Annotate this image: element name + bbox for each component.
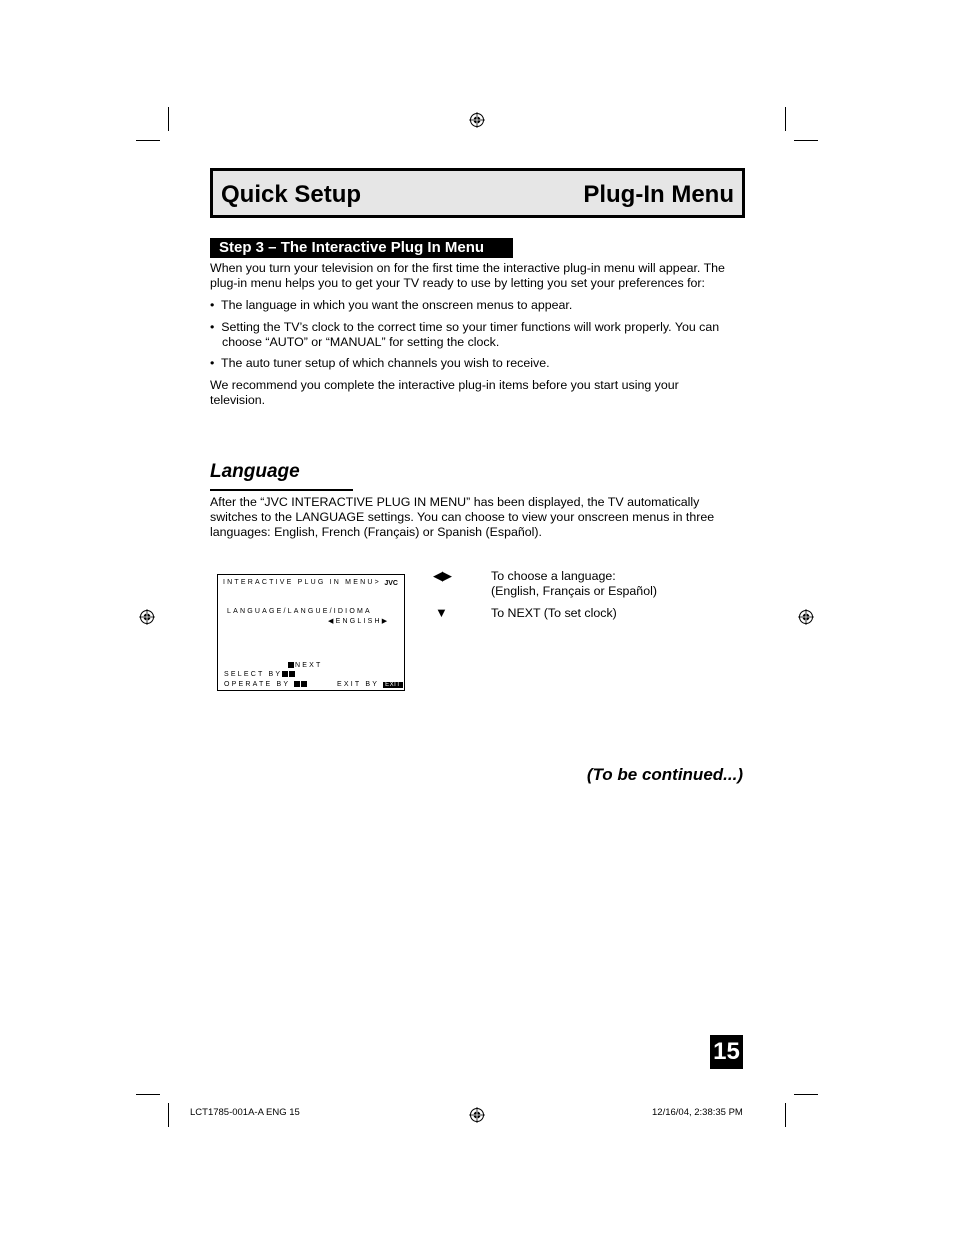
language-line: After the “JVC INTERACTIVE PLUG IN MENU” has been displayed, the TV automatically [210, 495, 700, 509]
crop-mark [794, 140, 818, 141]
continued-note: (To be continued...) [586, 765, 743, 784]
crop-mark [785, 107, 786, 131]
down-key-icon [288, 662, 294, 668]
list-item: • The auto tuner setup of which channels you wish to receive. [210, 356, 550, 370]
next-instruction: To NEXT (To set clock) [491, 606, 617, 620]
osd-setting-label: LANGUAGE/LANGUE/IDIOMA [227, 608, 372, 615]
jvc-logo: JVC [384, 580, 398, 587]
osd-select: SELECT BY [224, 671, 296, 678]
crop-mark [168, 1103, 169, 1127]
registration-mark-icon [798, 609, 814, 625]
registration-mark-icon [469, 112, 485, 128]
osd-setting-value: ◀ENGLISH▶ [328, 618, 390, 625]
recommend-line: We recommend you complete the interactive plug-in items before you start using your [210, 378, 679, 392]
crop-mark [136, 1094, 160, 1095]
language-paragraph [210, 495, 750, 540]
list-item: • Setting the TV’s clock to the correct time so your timer functions will work properly. You can choose “AUTO” or “MANUAL” for setting the clock. [210, 320, 720, 349]
language-heading: Language [210, 461, 300, 482]
footer-document-id: LCT1785-001A-A ENG 15 [190, 1107, 300, 1118]
left-key-icon [294, 681, 300, 687]
osd-exit: EXIT BY EXIT [337, 681, 401, 688]
recommend-line: television. [210, 393, 266, 407]
page-title: Plug-In Menu [583, 181, 734, 208]
crop-mark [168, 107, 169, 131]
registration-mark-icon [469, 1107, 485, 1123]
page-number: 15 [710, 1035, 743, 1069]
intro-line: plug-in menu helps you to get your TV ready to use by letting you set your preferences for: [210, 276, 705, 290]
down-arrow-icon: ▼ [435, 605, 448, 620]
down-key-icon [289, 671, 295, 677]
language-line: switches to the LANGUAGE settings. You can choose to view your onscreen menus in three [210, 510, 715, 524]
footer-timestamp: 12/16/04, 2:38:35 PM [652, 1107, 743, 1118]
heading-underline [210, 489, 353, 491]
recommend-paragraph [210, 378, 750, 408]
section-title: Quick Setup [221, 181, 362, 208]
language-line: languages: English, French (Français) or Spanish (Español). [210, 525, 542, 539]
intro-paragraph [210, 261, 750, 291]
right-key-icon [301, 681, 307, 687]
crop-mark [794, 1094, 818, 1095]
crop-mark [785, 1103, 786, 1127]
step-heading: Step 3 – The Interactive Plug In Menu [210, 238, 513, 258]
osd-next: NEXT [288, 662, 322, 669]
list-item: • The language in which you want the onscreen menus to appear. [210, 298, 573, 312]
crop-mark [136, 140, 160, 141]
exit-key-icon: EXIT [385, 682, 401, 688]
choose-language-instruction: To choose a language: (English, Français or Español) [491, 569, 657, 598]
intro-line: When you turn your television on for the first time the interactive plug-in menu will appear. The [210, 261, 725, 275]
left-right-arrow-icon: ◀▶ [433, 568, 451, 583]
page-header [210, 168, 745, 218]
onscreen-menu-illustration [217, 574, 405, 691]
up-key-icon [282, 671, 288, 677]
osd-title: INTERACTIVE PLUG IN MENU> [223, 579, 381, 586]
osd-operate: OPERATE BY [224, 681, 308, 688]
registration-mark-icon [139, 609, 155, 625]
